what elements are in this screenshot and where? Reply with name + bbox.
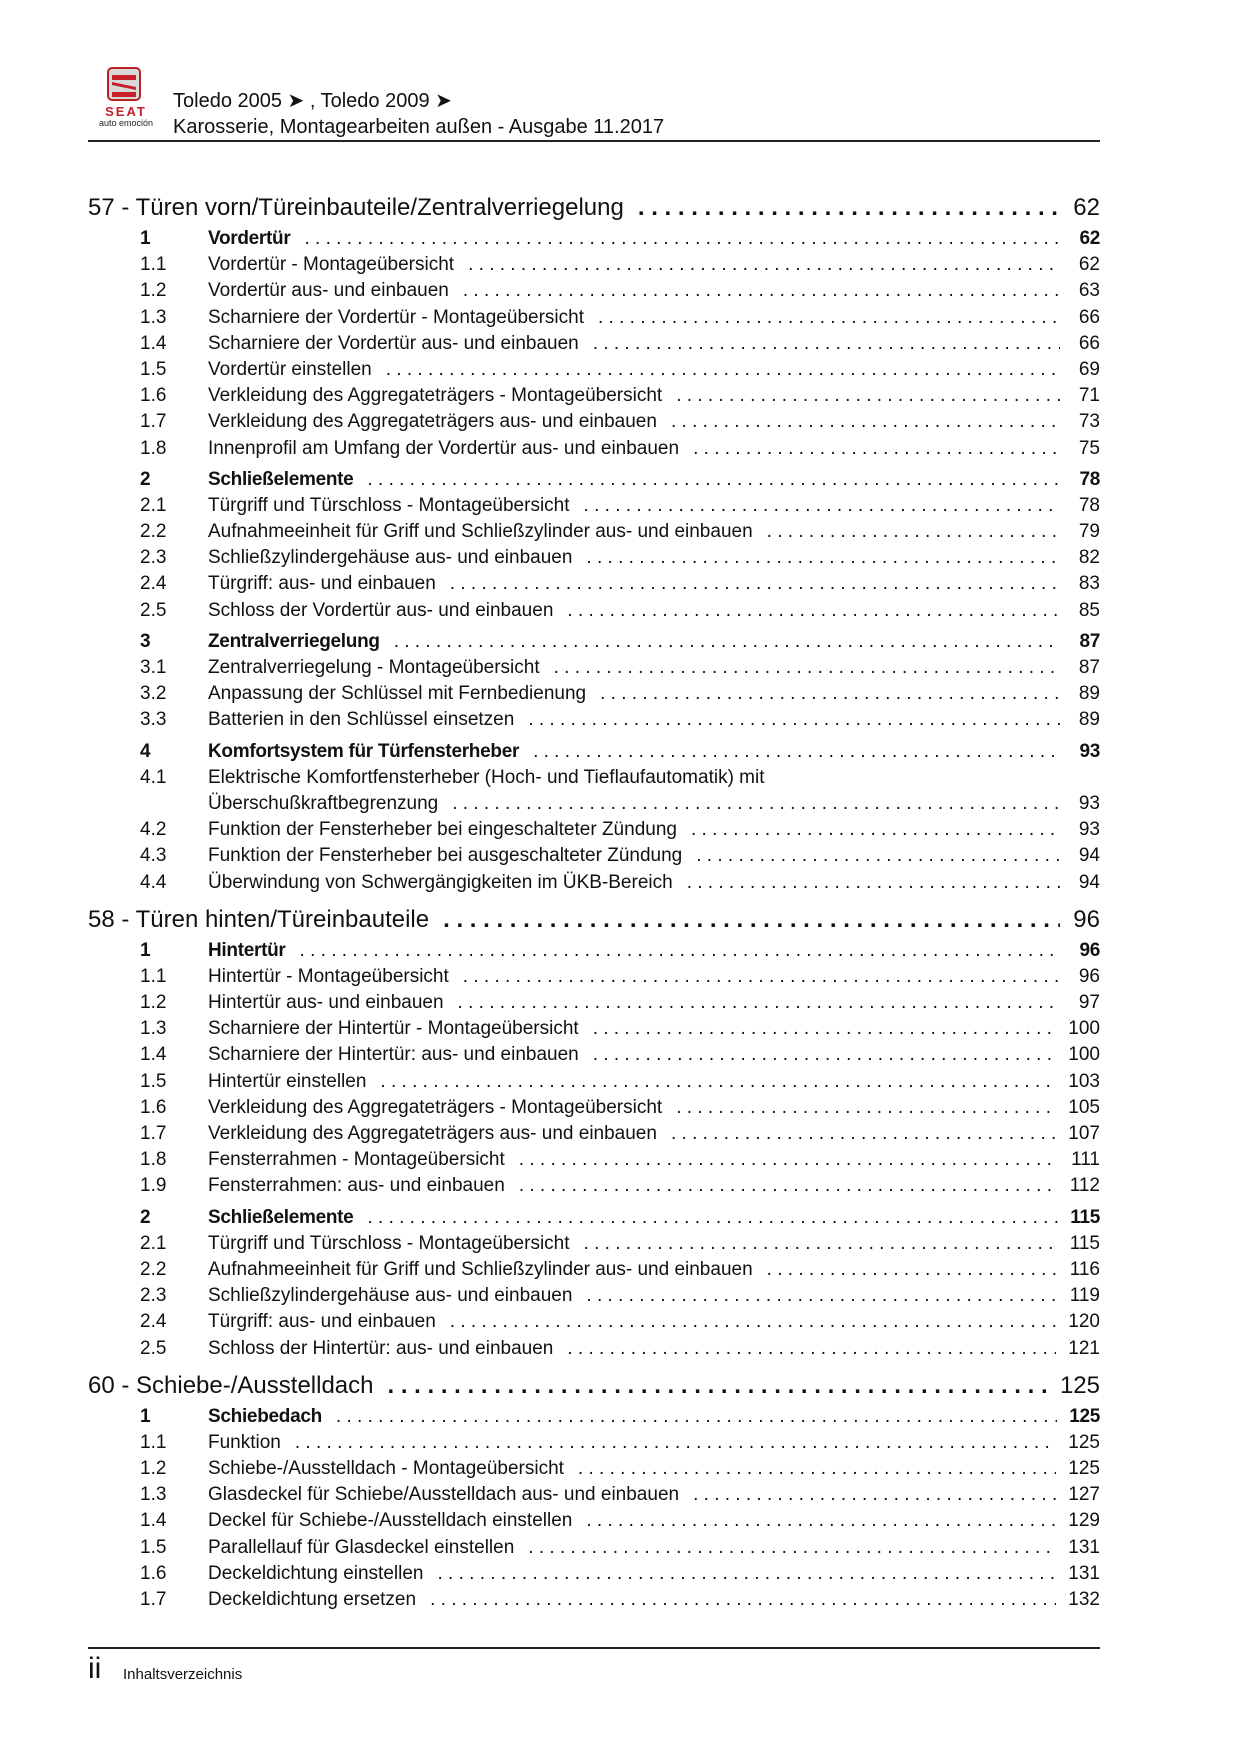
item-title: Schiebe-/Ausstelldach - Montageübersicht	[208, 1458, 564, 1480]
item-title: Verkleidung des Aggregateträgers - Montageübersicht	[208, 385, 663, 407]
dot-leader	[463, 964, 1060, 990]
dot-leader	[533, 739, 1060, 765]
toc-item[interactable]	[88, 331, 1100, 357]
item-page: 94	[1078, 845, 1100, 867]
dot-leader	[519, 1147, 1059, 1173]
dot-leader	[295, 1430, 1056, 1456]
footer-label: Inhaltsverzeichnis	[123, 1666, 243, 1683]
item-page: 78	[1078, 494, 1100, 516]
dot-leader	[767, 519, 1060, 545]
item-number: 1.9	[140, 1175, 167, 1197]
dot-leader	[554, 655, 1060, 681]
toc-item[interactable]	[88, 1042, 1100, 1068]
dot-leader	[693, 436, 1060, 462]
toc-item[interactable]	[88, 1309, 1100, 1335]
toc-item[interactable]	[88, 870, 1100, 896]
item-page: 89	[1078, 709, 1100, 731]
dot-leader	[578, 1456, 1056, 1482]
toc-chapter[interactable]	[88, 226, 1100, 252]
item-page: 83	[1078, 573, 1100, 595]
item-number: 1.4	[140, 1044, 167, 1066]
item-number: 4.1	[140, 766, 167, 788]
section-page: 125	[1059, 1371, 1100, 1399]
item-page: 63	[1078, 280, 1100, 302]
item-page: 75	[1078, 437, 1100, 459]
item-title: Deckeldichtung einstellen	[208, 1562, 424, 1584]
item-title: Deckeldichtung ersetzen	[208, 1589, 417, 1610]
dot-leader	[586, 1508, 1056, 1534]
toc-item[interactable]	[88, 655, 1100, 681]
dot-leader	[638, 190, 1060, 226]
item-title: Aufnahmeeinheit für Griff und Schließzylinder aus- und einbauen	[208, 1258, 753, 1280]
dot-leader	[676, 383, 1060, 409]
dot-leader	[767, 1257, 1058, 1283]
dot-leader	[388, 1368, 1048, 1404]
chapter-title: Schließelemente	[208, 1206, 354, 1228]
dot-leader	[598, 305, 1060, 331]
item-title: Fensterrahmen - Montageübersicht	[208, 1149, 505, 1171]
item-number: 2.3	[140, 1285, 167, 1307]
section-page: 62	[1073, 194, 1100, 221]
dot-leader	[380, 1069, 1056, 1095]
toc-item[interactable]	[88, 436, 1100, 462]
toc-item[interactable]	[88, 598, 1100, 624]
dot-leader	[450, 1309, 1057, 1335]
chapter-number: 2	[140, 1206, 151, 1228]
dot-leader	[671, 1121, 1056, 1147]
dot-leader	[394, 629, 1060, 655]
item-title: Türgriff: aus- und einbauen	[208, 1311, 436, 1333]
toc-item[interactable]	[88, 1231, 1100, 1257]
item-page: 79	[1078, 521, 1100, 543]
item-title: Hintertür - Montageübersicht	[208, 965, 449, 987]
item-number: 1.8	[140, 1149, 167, 1171]
item-title: Schließzylindergehäuse aus- und einbauen	[208, 547, 573, 569]
item-number: 1.6	[140, 385, 167, 407]
item-title-line2: Überschußkraftbegrenzung	[208, 792, 439, 814]
page-header	[88, 66, 1100, 141]
item-title: Parallellauf für Glasdeckel einstellen	[208, 1536, 515, 1558]
dot-leader	[687, 870, 1060, 896]
item-number: 1.3	[140, 1018, 167, 1040]
item-page: 132	[1068, 1589, 1100, 1610]
table-of-contents	[88, 190, 1100, 1613]
chapter-title: Komfortsystem für Türfensterheber	[208, 740, 520, 762]
dot-leader	[463, 278, 1060, 304]
item-number: 1.4	[140, 332, 167, 354]
item-title: Verkleidung des Aggregateträgers aus- und einbauen	[208, 411, 657, 433]
item-page: 103	[1068, 1070, 1100, 1092]
footer-page-number: ii	[88, 1652, 102, 1685]
toc-item[interactable]	[88, 1121, 1100, 1147]
item-number: 1.4	[140, 1510, 167, 1532]
document-subtitle: Karosserie, Montagearbeiten außen - Ausgabe 11.2017	[173, 116, 665, 138]
chapter-page: 125	[1069, 1405, 1100, 1427]
item-title: Hintertür aus- und einbauen	[208, 992, 444, 1014]
toc-item[interactable]	[88, 278, 1100, 304]
item-page: 96	[1078, 965, 1100, 987]
item-page: 62	[1078, 254, 1100, 276]
chapter-page: 78	[1079, 468, 1100, 490]
toc-item[interactable]	[88, 1336, 1100, 1362]
toc-chapter[interactable]	[88, 467, 1100, 493]
toc-item[interactable]	[88, 305, 1100, 331]
dot-leader	[584, 1231, 1058, 1257]
item-page: 125	[1068, 1431, 1100, 1453]
item-number: 2.3	[140, 547, 167, 569]
chapter-page: 93	[1079, 740, 1100, 762]
item-title: Schloss der Hintertür: aus- und einbauen	[208, 1337, 554, 1359]
item-page: 120	[1068, 1311, 1100, 1333]
item-page: 111	[1071, 1149, 1100, 1171]
item-title: Überwindung von Schwergängigkeiten im ÜKB-Bereich	[208, 871, 673, 893]
dot-leader	[696, 843, 1060, 869]
toc-item[interactable]	[88, 1095, 1100, 1121]
toc-section[interactable]	[88, 190, 1100, 226]
toc-item[interactable]	[88, 1482, 1100, 1508]
toc-item-continuation[interactable]	[88, 791, 1100, 817]
item-page: 93	[1078, 792, 1100, 814]
toc-item[interactable]	[88, 1016, 1100, 1042]
dot-leader	[452, 791, 1060, 817]
toc-item[interactable]	[88, 990, 1100, 1016]
item-number: 4.4	[140, 871, 167, 893]
item-page: 115	[1069, 1232, 1100, 1254]
dot-leader	[430, 1587, 1056, 1613]
toc-item[interactable]	[88, 964, 1100, 990]
toc-item[interactable]	[88, 1257, 1100, 1283]
dot-leader	[593, 331, 1060, 357]
dot-leader	[586, 545, 1060, 571]
item-number: 4.2	[140, 819, 167, 841]
item-title: Verkleidung des Aggregateträgers aus- und einbauen	[208, 1123, 657, 1144]
section-title: 58 - Türen hinten/Türeinbauteile	[88, 905, 430, 933]
item-title: Schloss der Vordertür aus- und einbauen	[208, 599, 554, 621]
item-number: 4.3	[140, 845, 167, 867]
toc-chapter[interactable]	[88, 1404, 1100, 1430]
brand-name: SEAT	[105, 104, 147, 119]
item-title: Hintertür einstellen	[208, 1070, 367, 1092]
dot-leader	[443, 902, 1060, 938]
section-title: 60 - Schiebe-/Ausstelldach	[88, 1371, 374, 1399]
chapter-number: 3	[140, 630, 151, 652]
item-title: Glasdeckel für Schiebe/Ausstelldach aus- und einbauen	[208, 1484, 680, 1506]
toc-item[interactable]	[88, 1069, 1100, 1095]
dot-leader	[586, 1283, 1057, 1309]
toc-item[interactable]	[88, 681, 1100, 707]
header-divider	[88, 140, 1100, 142]
toc-item[interactable]	[88, 1430, 1100, 1456]
seat-logo	[88, 66, 164, 128]
item-number: 2.4	[140, 1311, 167, 1333]
chapter-number: 1	[140, 939, 151, 961]
item-page: 127	[1068, 1484, 1100, 1506]
dot-leader	[458, 990, 1060, 1016]
chapter-title: Zentralverriegelung	[208, 630, 380, 652]
item-page: 121	[1068, 1337, 1100, 1359]
dot-leader	[593, 1016, 1057, 1042]
toc-chapter[interactable]	[88, 739, 1100, 765]
dot-leader	[519, 1173, 1058, 1199]
toc-item[interactable]	[88, 1587, 1100, 1613]
dot-leader	[367, 467, 1060, 493]
toc-item[interactable]	[88, 707, 1100, 733]
item-page: 105	[1068, 1096, 1100, 1118]
dot-leader	[600, 681, 1060, 707]
chapter-number: 4	[140, 740, 151, 762]
item-number: 1.2	[140, 992, 167, 1014]
dot-leader	[567, 598, 1060, 624]
item-page: 71	[1078, 385, 1100, 407]
item-page: 125	[1068, 1458, 1100, 1480]
dot-leader	[336, 1404, 1057, 1430]
item-title: Funktion	[208, 1431, 281, 1453]
dot-leader	[593, 1042, 1057, 1068]
item-number: 1.7	[140, 411, 167, 433]
item-title: Vordertür aus- und einbauen	[208, 280, 449, 302]
document-title: Toledo 2005 ➤ , Toledo 2009 ➤	[173, 90, 452, 112]
item-number: 1.2	[140, 280, 167, 302]
toc-item[interactable]	[88, 817, 1100, 843]
chapter-number: 1	[140, 1405, 151, 1427]
item-page: 89	[1078, 683, 1100, 705]
item-title: Zentralverriegelung - Montageübersicht	[208, 657, 540, 678]
item-number: 1.2	[140, 1458, 167, 1480]
item-number: 3.2	[140, 683, 167, 705]
dot-leader	[437, 1561, 1056, 1587]
item-page: 131	[1068, 1562, 1100, 1584]
item-number: 2.4	[140, 573, 167, 595]
footer-divider	[88, 1647, 1100, 1649]
item-title: Türgriff und Türschloss - Montageübersicht	[208, 1232, 570, 1254]
chapter-title: Vordertür	[208, 228, 291, 249]
item-page: 69	[1078, 358, 1100, 380]
item-page: 85	[1078, 599, 1100, 621]
dot-leader	[367, 1205, 1058, 1231]
toc-item[interactable]	[88, 1535, 1100, 1561]
toc-section[interactable]	[88, 902, 1100, 938]
item-page: 100	[1068, 1044, 1100, 1066]
brand-tagline: auto emoción	[98, 118, 154, 128]
item-page: 129	[1068, 1510, 1100, 1532]
dot-leader	[304, 226, 1060, 252]
section-page: 96	[1073, 905, 1100, 933]
item-page: 97	[1078, 992, 1100, 1014]
item-page: 87	[1078, 657, 1100, 678]
dot-leader	[567, 1336, 1056, 1362]
item-title: Vordertür einstellen	[208, 358, 372, 380]
toc-section[interactable]	[88, 1368, 1100, 1404]
item-number: 1.1	[140, 254, 167, 276]
item-number: 2.5	[140, 1337, 167, 1359]
item-number: 1.3	[140, 306, 167, 328]
item-number: 1.5	[140, 1536, 167, 1558]
toc-item[interactable]	[88, 1456, 1100, 1482]
toc-item[interactable]	[88, 357, 1100, 383]
item-number: 3.3	[140, 709, 167, 731]
toc-chapter[interactable]	[88, 1205, 1100, 1231]
item-number: 1.5	[140, 358, 167, 380]
chapter-page: 96	[1079, 939, 1100, 961]
item-title: Elektrische Komfortfensterheber (Hoch- und Tieflaufautomatik) mit	[208, 766, 765, 788]
chapter-page: 87	[1079, 630, 1100, 652]
item-number: 1.6	[140, 1562, 167, 1584]
item-number: 1.5	[140, 1070, 167, 1092]
item-number: 3.1	[140, 657, 167, 678]
toc-item[interactable]	[88, 1508, 1100, 1534]
toc-item[interactable]	[88, 1147, 1100, 1173]
item-number: 2.2	[140, 521, 167, 543]
chapter-title: Hintertür	[208, 939, 286, 961]
item-title: Deckel für Schiebe-/Ausstelldach einstellen	[208, 1510, 573, 1532]
item-number: 1.3	[140, 1484, 167, 1506]
item-page: 112	[1069, 1175, 1100, 1197]
toc-item[interactable]	[88, 765, 1100, 791]
item-number: 1.8	[140, 437, 167, 459]
toc-chapter[interactable]	[88, 629, 1100, 655]
seat-badge-icon	[106, 66, 142, 102]
item-page: 107	[1068, 1123, 1100, 1144]
toc-item[interactable]	[88, 545, 1100, 571]
item-title: Verkleidung des Aggregateträgers - Montageübersicht	[208, 1096, 663, 1118]
item-page: 131	[1068, 1536, 1100, 1558]
item-title: Vordertür - Montageübersicht	[208, 254, 455, 276]
toc-item[interactable]	[88, 383, 1100, 409]
item-page: 73	[1078, 411, 1100, 433]
toc-item[interactable]	[88, 571, 1100, 597]
item-title: Innenprofil am Umfang der Vordertür aus- und einbauen	[208, 437, 680, 459]
section-title: 57 - Türen vorn/Türeinbauteile/Zentralverriegelung	[88, 194, 624, 221]
item-page: 66	[1078, 332, 1100, 354]
item-title: Scharniere der Vordertür - Montageübersicht	[208, 306, 584, 328]
item-title: Türgriff: aus- und einbauen	[208, 573, 436, 595]
dot-leader	[450, 571, 1060, 597]
item-number: 2.1	[140, 1232, 167, 1254]
dot-leader	[584, 493, 1060, 519]
item-number: 2.2	[140, 1258, 167, 1280]
item-title: Batterien in den Schlüssel einsetzen	[208, 709, 515, 731]
chapter-page: 62	[1079, 228, 1100, 249]
chapter-number: 1	[140, 228, 151, 249]
item-page: 100	[1068, 1018, 1100, 1040]
dot-leader	[671, 409, 1060, 435]
item-number: 1.1	[140, 1431, 167, 1453]
item-number: 2.1	[140, 494, 167, 516]
item-title: Scharniere der Hintertür: aus- und einbauen	[208, 1044, 579, 1066]
dot-leader	[528, 1535, 1056, 1561]
toc-item[interactable]	[88, 1173, 1100, 1199]
toc-chapter[interactable]	[88, 938, 1100, 964]
item-title: Funktion der Fensterheber bei ausgeschalteter Zündung	[208, 845, 683, 867]
chapter-page: 115	[1070, 1206, 1100, 1228]
item-title: Schließzylindergehäuse aus- und einbauen	[208, 1285, 573, 1307]
item-title: Funktion der Fensterheber bei eingeschalteter Zündung	[208, 819, 677, 841]
dot-leader	[468, 252, 1060, 278]
item-page: 66	[1078, 306, 1100, 328]
dot-leader	[676, 1095, 1056, 1121]
item-page: 82	[1078, 547, 1100, 569]
item-page: 94	[1078, 871, 1100, 893]
item-title: Fensterrahmen: aus- und einbauen	[208, 1175, 505, 1197]
toc-item[interactable]	[88, 493, 1100, 519]
item-title: Scharniere der Vordertür aus- und einbauen	[208, 332, 579, 354]
item-page: 93	[1078, 819, 1100, 841]
item-number: 1.1	[140, 965, 167, 987]
item-title: Türgriff und Türschloss - Montageübersicht	[208, 494, 570, 516]
item-title: Anpassung der Schlüssel mit Fernbedienung	[208, 683, 587, 705]
toc-item[interactable]	[88, 1283, 1100, 1309]
item-number: 2.5	[140, 599, 167, 621]
dot-leader	[528, 707, 1060, 733]
item-number: 1.7	[140, 1589, 167, 1610]
dot-leader	[386, 357, 1060, 383]
toc-item[interactable]	[88, 409, 1100, 435]
toc-item[interactable]	[88, 519, 1100, 545]
item-title: Scharniere der Hintertür - Montageübersicht	[208, 1018, 579, 1040]
dot-leader	[691, 817, 1060, 843]
item-number: 1.6	[140, 1096, 167, 1118]
toc-item[interactable]	[88, 1561, 1100, 1587]
toc-item[interactable]	[88, 252, 1100, 278]
dot-leader	[693, 1482, 1056, 1508]
item-page: 116	[1069, 1258, 1100, 1280]
dot-leader	[300, 938, 1060, 964]
item-page: 119	[1069, 1285, 1100, 1307]
chapter-title: Schließelemente	[208, 468, 354, 490]
item-title: Aufnahmeeinheit für Griff und Schließzylinder aus- und einbauen	[208, 521, 753, 543]
toc-item[interactable]	[88, 843, 1100, 869]
item-number: 1.7	[140, 1123, 167, 1144]
chapter-title: Schiebedach	[208, 1405, 322, 1427]
chapter-number: 2	[140, 468, 151, 490]
